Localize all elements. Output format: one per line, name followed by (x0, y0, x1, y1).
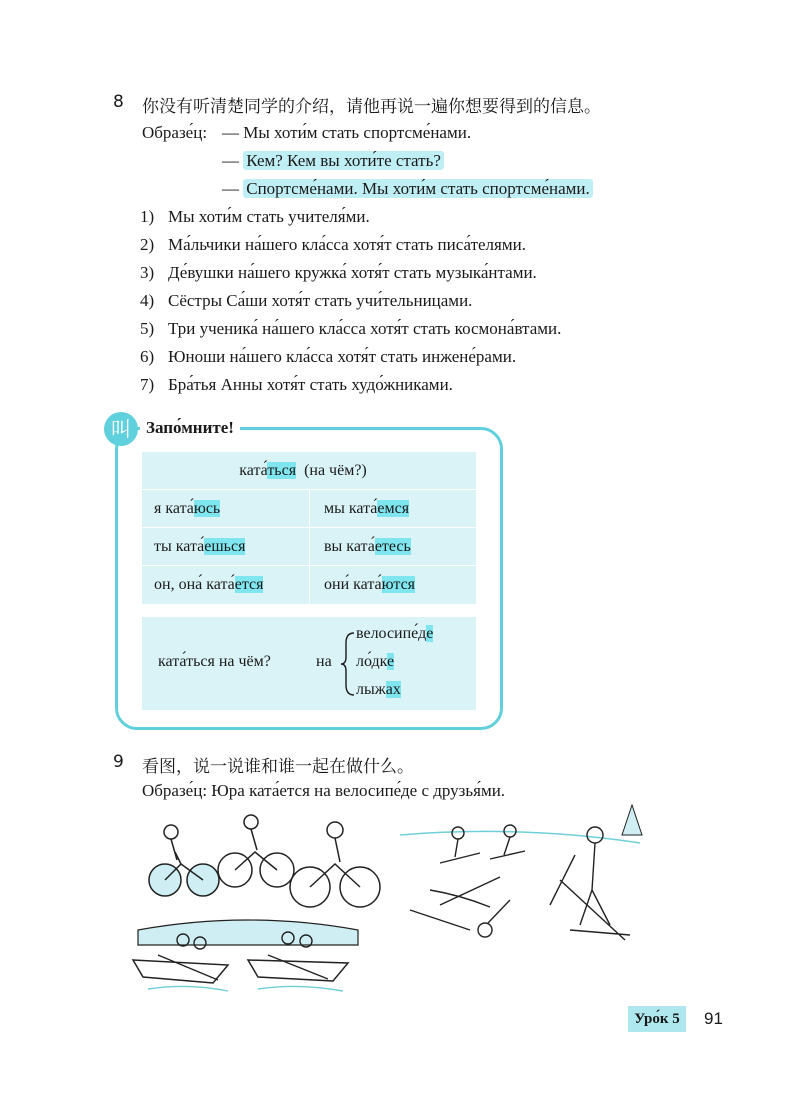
highlighted-question: Кем? Кем вы хоти́те стать? (243, 151, 444, 170)
table-cell: мы ката́емся (324, 500, 410, 517)
sample-line-1: — Мы хоти́м стать спортсме́нами. (222, 123, 472, 142)
remember-title: Запо́мните! (140, 418, 240, 438)
list-item: 7) Бра́тья Анны хотя́т стать худо́жниками. (140, 375, 453, 394)
list-item: 3) Де́вушки на́шего кружка́ хотя́т стать музыка́нтами. (140, 263, 537, 282)
page-number: 91 (704, 1009, 723, 1028)
verb-header: ката́ться (на чём?) (239, 462, 367, 479)
usage-phrase: ката́ться на чём? (158, 653, 271, 670)
curly-brace-icon (340, 631, 356, 697)
exercise-8-instruction: 你没有听清楚同学的介绍，请他再说一遍你想要得到的信息。 (142, 97, 601, 117)
exercise-9-sample: Образе́ц: Юра ката́ется на велосипе́де с друзья́ми. (142, 781, 506, 800)
usage-table (142, 617, 476, 710)
table-cell: вы ката́етесь (324, 538, 411, 555)
noun-item: лыжах (356, 681, 401, 698)
list-item: 1) Мы хоти́м стать учителя́ми. (140, 207, 370, 226)
exercise-9-instruction: 看图，说一说谁和谁一起在做什么。 (142, 757, 414, 777)
noun-item: ло́дке (356, 653, 395, 670)
list-item: 4) Сёстры Са́ши хотя́т стать учи́тельницами. (140, 291, 473, 310)
list-item: 5) Три ученика́ на́шего кла́сса хотя́т стать космона́втами. (140, 319, 562, 338)
cyclists-illustration (135, 812, 385, 912)
dash: — (222, 151, 239, 170)
conjugation-table (142, 452, 476, 604)
skiers-illustration (400, 795, 650, 970)
table-cell: они́ ката́ются (324, 576, 416, 593)
table-row (142, 490, 476, 528)
sample-line-2 (222, 151, 444, 171)
list-item: 6) Юноши на́шего кла́сса хотя́т стать инжене́рами. (140, 347, 517, 366)
dash: — (222, 179, 239, 198)
highlighted-answer: Спортсме́нами. Мы хоти́м стать спортсме́нами. (243, 179, 593, 198)
mouth-icon: 叫 (104, 412, 138, 446)
list-item: 2) Ма́льчики на́шего кла́сса хотя́т стать писа́телями. (140, 235, 526, 254)
exercise-9-number: 9 (113, 752, 124, 772)
usage-prep: на (316, 653, 332, 670)
lesson-tag: Уро́к 5 (628, 1006, 686, 1032)
exercise-8-number: 8 (113, 92, 124, 112)
noun-item: велосипе́де (356, 625, 434, 642)
table-cell: он, она́ ката́ется (154, 576, 264, 593)
rowers-illustration (128, 905, 368, 995)
table-header (142, 452, 476, 490)
table-row (142, 528, 476, 566)
sample-line-3 (222, 179, 593, 199)
sample-label: Образе́ц: (142, 123, 208, 142)
table-cell: я ката́юсь (154, 500, 221, 517)
table-cell: ты ката́ешься (154, 538, 246, 555)
table-row (142, 566, 476, 603)
